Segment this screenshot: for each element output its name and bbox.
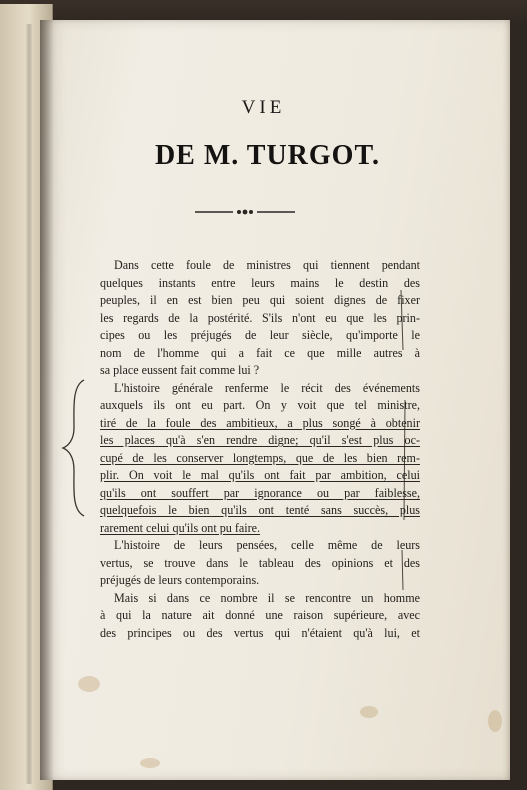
text-line: peuples, il en est bien peu qui soient dignes de fixer [100, 293, 420, 307]
text-line: L'histoire générale renferme le récit des événements [114, 380, 420, 395]
gutter-shadow [40, 20, 54, 780]
text-line: quelques instants entre leurs mains le destin des [100, 275, 420, 290]
text-line: les regards de la postérité. S'ils n'ont eu que les prin- [100, 310, 420, 325]
text-line: préjugés de leurs contemporains. [100, 573, 260, 587]
text-line-underlined: plir. On voit le mal qu'ils ont fait par ambition, celui [100, 468, 420, 482]
text-line: L'histoire de leurs pensées, celle même de leurs [114, 538, 420, 552]
text-line-underlined: rarement celui qu'ils ont pu faire. [100, 520, 261, 535]
foxing-stain [140, 758, 160, 768]
text-line: auxquels ils ont eu part. On y voit que tel ministre, [100, 398, 420, 412]
text-line-underlined: quelquefois le bien qu'ils ont tenté sans succès, plus [100, 503, 420, 517]
text-line: nom de l'homme qui a fait ce que mille autres à [100, 345, 420, 360]
text-line-underlined: tiré de la foule des ambitieux, a plus songé à obtenir [100, 415, 420, 430]
foxing-stain [488, 710, 502, 732]
text-line: des principes ou des vertus qui n'étaient qu'à lui, et [100, 625, 420, 640]
chapter-heading-vie: VIE [241, 97, 286, 118]
body-text [100, 257, 420, 642]
text-line-underlined: les places qu'à s'en rendre digne; qu'il s'est plus oc- [100, 433, 420, 447]
text-line: Dans cette foule de ministres qui tiennent pendant [114, 258, 420, 272]
foxing-stain [360, 706, 378, 718]
text-line: à qui la nature ait donné une raison supérieure, avec [100, 608, 420, 622]
text-line: vertus, se trouve dans le tableau des opinions et des [100, 555, 420, 570]
handwritten-brace-mark [60, 378, 90, 518]
page-fold-shadow [26, 24, 32, 784]
text-line-underlined: qu'ils ont souffert par ignorance ou par faiblesse, [100, 485, 420, 500]
text-line: sa place eussent fait comme lui ? [100, 363, 260, 377]
text-line-underlined: cupé de les conserver longtemps, que de les bien rem- [100, 450, 420, 465]
text-line: Mais si dans ce nombre il se rencontre un homme [114, 590, 420, 605]
foxing-stain [78, 676, 100, 692]
text-line: cipes ou les préjugés de leur siècle, qu'importe le [100, 328, 420, 342]
book-backdrop [0, 0, 527, 22]
ornamental-rule [195, 207, 295, 217]
chapter-heading-title: DE M. TURGOT. [154, 140, 381, 171]
